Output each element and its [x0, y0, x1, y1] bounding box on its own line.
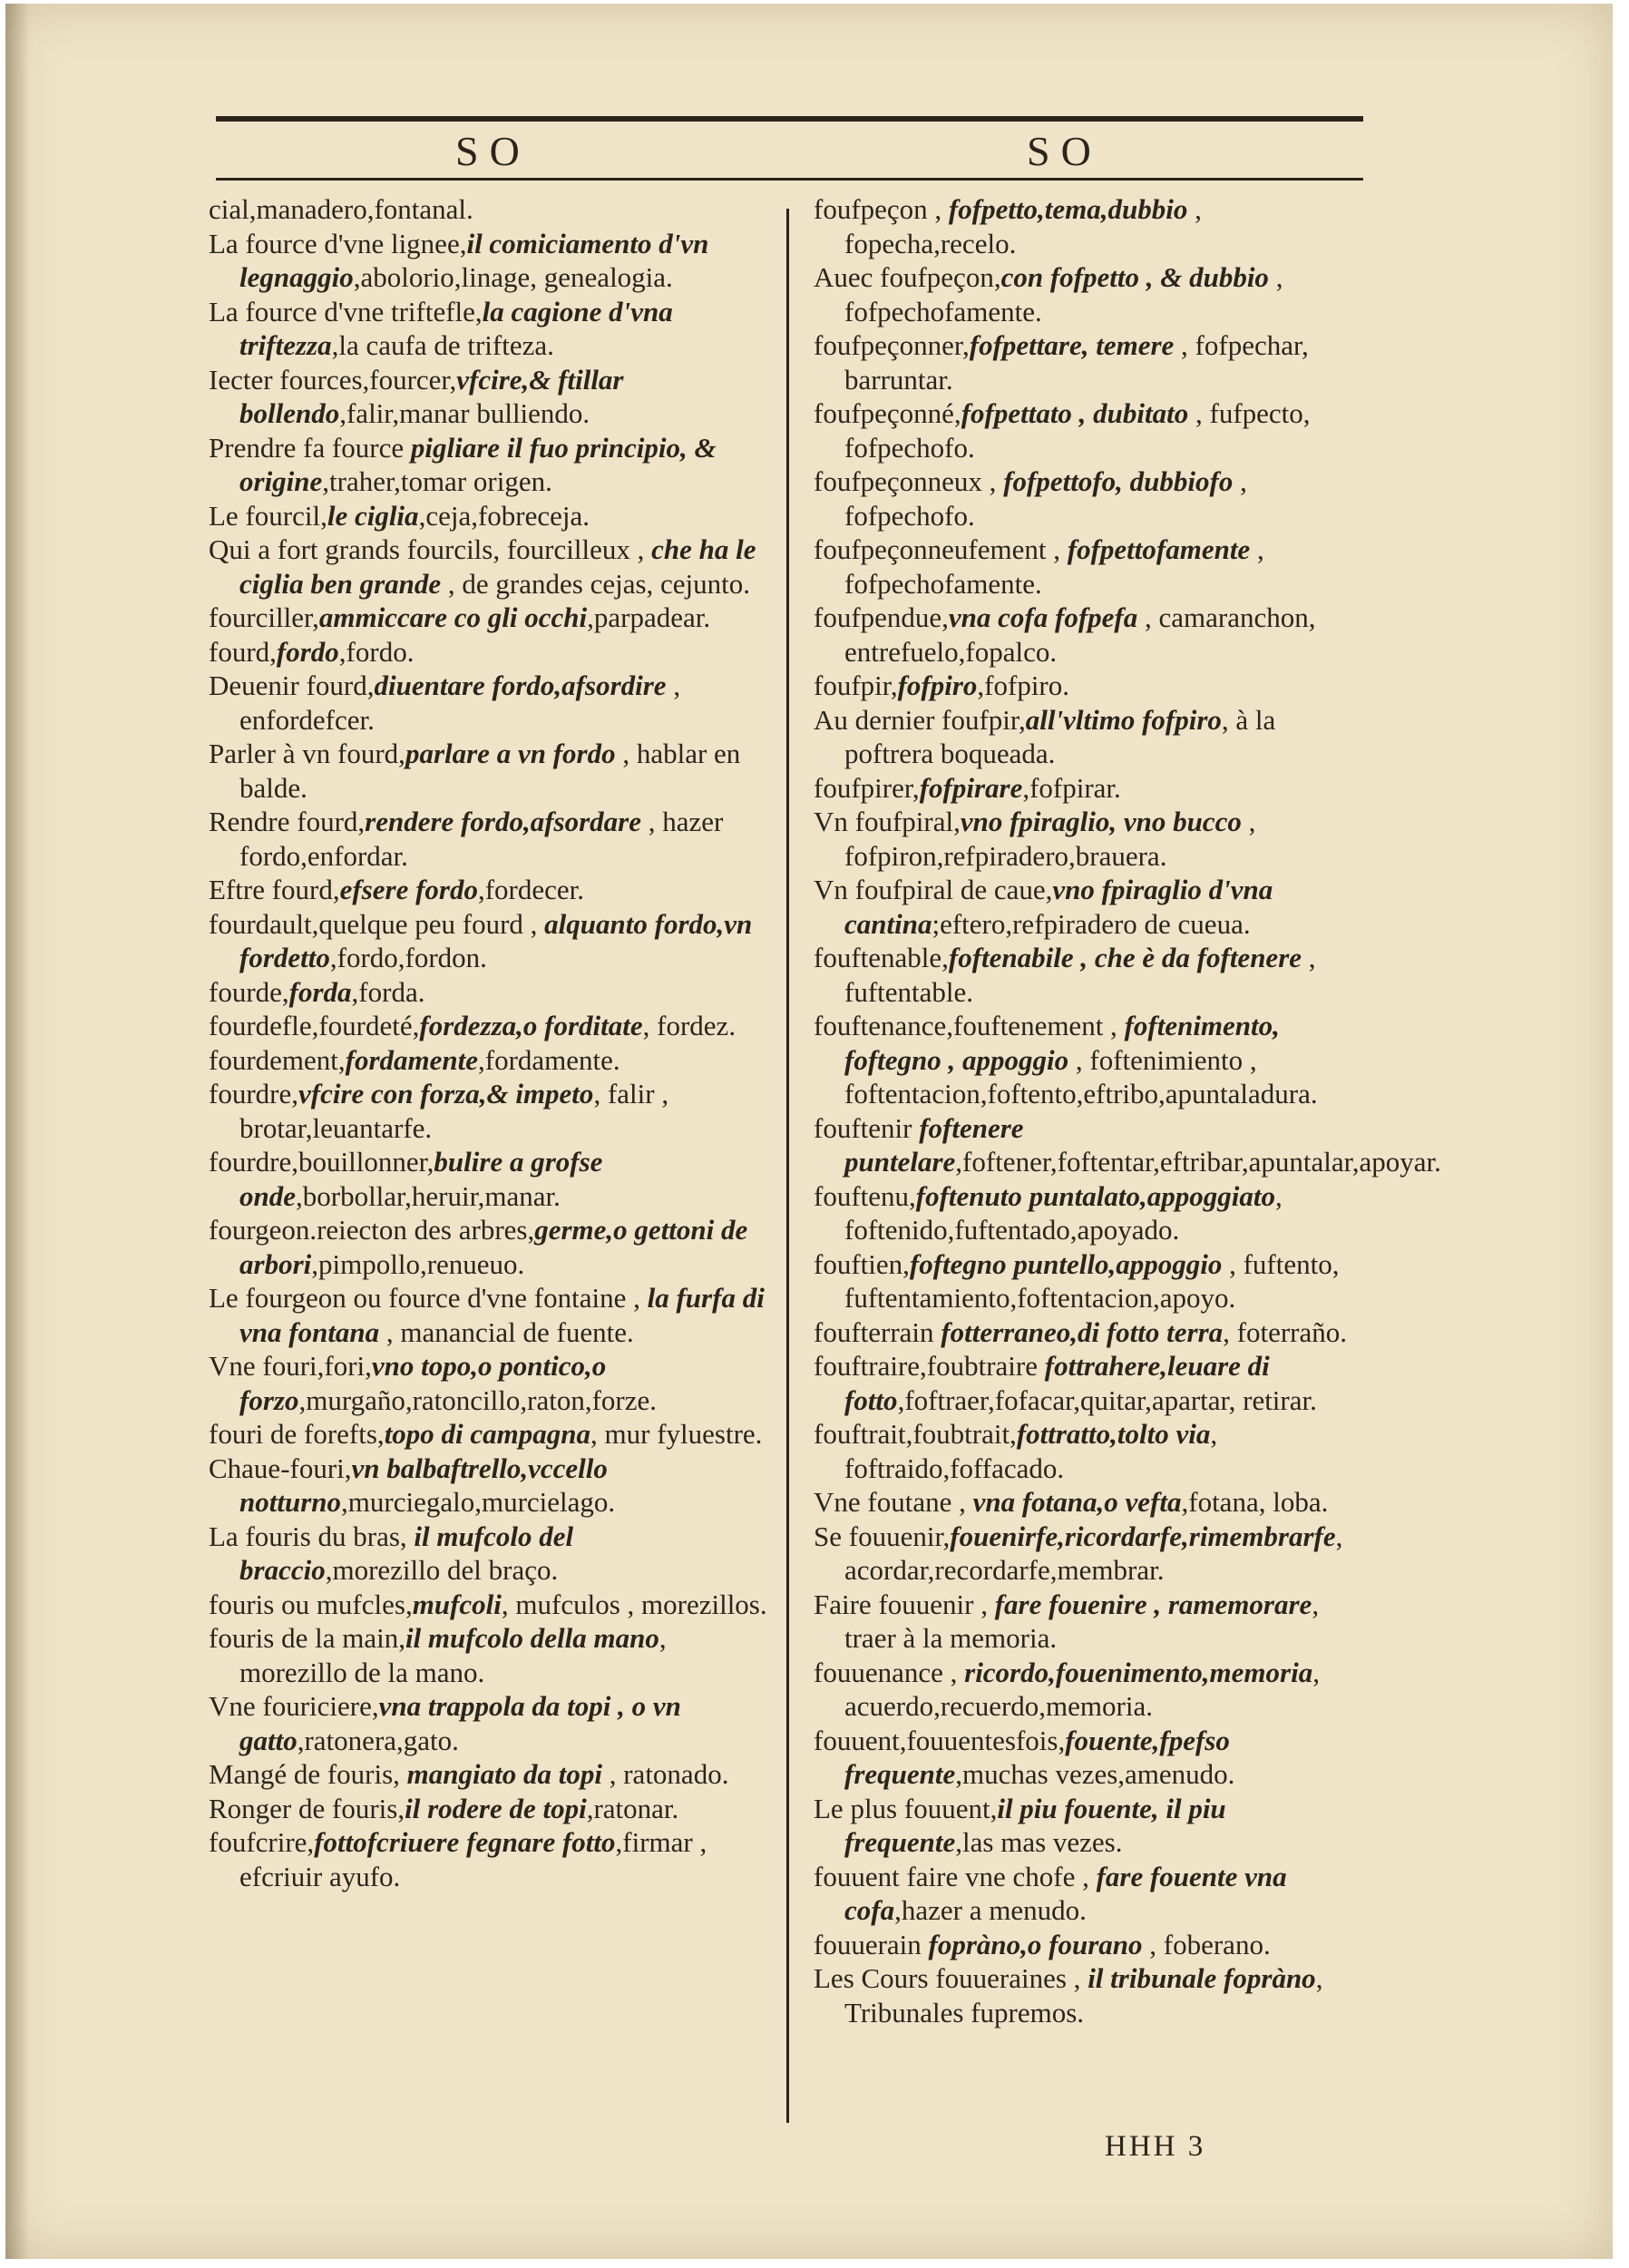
entry-french: Prendre fa fource — [209, 431, 411, 464]
entry-spanish: , fuftentable. — [844, 942, 1316, 1008]
entry-french: Le fourcil, — [209, 499, 327, 532]
entry-spanish: , de grandes cejas, cejunto. — [441, 567, 751, 600]
dictionary-entry — [209, 1520, 771, 1588]
entry-spanish: ,fordamente. — [478, 1043, 620, 1076]
entry-french: Le fourgeon ou fource d'vne fontaine , — [209, 1282, 648, 1314]
dictionary-entry — [814, 1111, 1441, 1179]
dictionary-entry — [814, 1247, 1369, 1315]
dictionary-entry — [209, 635, 771, 670]
entry-spanish: , enfordefcer. — [239, 670, 681, 736]
entry-french: Vne foutane , — [814, 1486, 973, 1518]
entry-spanish: , fopecha,recelo. — [844, 193, 1202, 259]
dictionary-entry — [209, 1689, 771, 1757]
entry-spanish: ,ratonera,gato. — [297, 1724, 459, 1756]
entry-spanish: ,fordo,fordon. — [329, 942, 487, 973]
entry-french: fouftenu, — [814, 1179, 916, 1212]
entry-spanish: ,fordo. — [338, 635, 415, 668]
right-column — [814, 192, 1441, 2029]
entry-spanish: ,la caufa de trifteza. — [331, 329, 554, 361]
entry-french: Iecter fources,fourcer, — [209, 363, 457, 396]
entry-french: Faire fouuenir , — [814, 1588, 995, 1620]
dictionary-entry — [814, 771, 1369, 806]
entry-italian: efsere fordo — [339, 874, 478, 905]
entry-spanish: ,borbollar,heruir,manar. — [296, 1179, 561, 1212]
entry-italian: pigliare il fuo principio, & origine — [239, 431, 717, 497]
dictionary-entry — [814, 1009, 1369, 1111]
dictionary-entry — [209, 873, 771, 907]
entry-spanish: ,ratonar. — [586, 1792, 679, 1824]
entry-italian: la cagione d'vna triftezza — [239, 295, 673, 361]
dictionary-entry — [814, 1315, 1369, 1350]
entry-french: foufpeçon , — [814, 193, 949, 225]
entry-spanish: ,pimpollo,renueuo. — [311, 1247, 525, 1280]
entry-italian: fofpiro — [897, 670, 978, 701]
entry-french: cial,manadero,fontanal. — [209, 193, 473, 225]
entry-french: fouuerain — [814, 1928, 929, 1960]
entry-italian: fottofcriuere fegnare fotto — [314, 1826, 616, 1858]
dictionary-entry — [814, 1417, 1369, 1485]
entry-french: Vne fouriciere, — [209, 1690, 379, 1722]
entry-spanish: , fordez. — [642, 1010, 736, 1041]
dictionary-entry — [209, 1621, 771, 1689]
dictionary-entry — [209, 1043, 771, 1078]
dictionary-entry — [814, 873, 1369, 941]
entry-french: fouftenance,fouftenement , — [814, 1010, 1125, 1041]
entry-spanish: ,murciegalo,murcielago. — [341, 1486, 616, 1518]
entry-italian: foftenimento, foftegno , appoggio — [844, 1010, 1280, 1076]
entry-french: Eftre fourd, — [209, 874, 340, 905]
running-head-right: SO — [1027, 128, 1102, 174]
dictionary-entry — [814, 1656, 1369, 1724]
entry-spanish: , ratonado. — [601, 1758, 729, 1790]
entry-italian: vna trappola da topi , o vn gatto — [239, 1690, 681, 1756]
entry-italian: forda — [288, 975, 352, 1008]
entry-french: foufcrire, — [209, 1826, 315, 1858]
entry-french: Le plus fouuent, — [814, 1792, 998, 1824]
dictionary-entry — [209, 499, 771, 533]
entry-french: fouris de la main, — [209, 1622, 405, 1654]
entry-italian: foftenuto puntalato,appoggiato — [915, 1179, 1275, 1212]
entry-italian: il piu fouente, il piu frequente — [844, 1792, 1226, 1858]
entry-italian: fouente,fpefso frequente — [844, 1724, 1230, 1790]
dictionary-entry — [209, 1145, 771, 1213]
dictionary-entry — [814, 1961, 1369, 2029]
dictionary-entry — [814, 1860, 1369, 1928]
dictionary-entry — [209, 737, 771, 805]
entry-french: Se fouuenir, — [814, 1520, 951, 1552]
entry-french: Auec foufpeçon, — [814, 261, 1001, 293]
entry-italian: fottratto,tolto via — [1016, 1418, 1211, 1450]
entry-italian: vfcire,& ftillar bollendo — [239, 363, 624, 429]
entry-spanish: , hazer fordo,enfordar. — [239, 806, 724, 872]
dictionary-entry — [814, 1349, 1369, 1417]
dictionary-entry — [209, 1792, 771, 1826]
entry-french: Vn foufpiral, — [814, 806, 961, 837]
entry-french: fourgeon.reiecton des arbres, — [209, 1214, 535, 1246]
entry-french: La fource d'vne lignee, — [209, 227, 467, 259]
entry-italian: ricordo,fouenimento,memoria — [964, 1656, 1313, 1688]
entry-spanish: ,ceja,fobreceja. — [418, 499, 590, 532]
entry-french: foufpirer, — [814, 771, 920, 804]
dictionary-entry — [814, 533, 1369, 601]
entry-french: fouftenable, — [814, 942, 949, 973]
entry-french: La fource d'vne triftefle, — [209, 295, 483, 327]
left-column — [209, 192, 771, 1893]
entry-french: fouftien, — [814, 1247, 910, 1280]
entry-italian: parlare a vn fordo — [405, 738, 616, 769]
dictionary-entry — [209, 1281, 771, 1349]
entry-italian: vfcire con forza,& impeto — [298, 1078, 594, 1110]
entry-french: La fouris du bras, — [209, 1520, 415, 1552]
dictionary-entry — [814, 703, 1369, 771]
entry-french: fourdement, — [209, 1043, 346, 1076]
entry-french: fourdre,bouillonner, — [209, 1146, 434, 1178]
entry-italian: germe,o gettoni de arbori — [239, 1214, 748, 1280]
dictionary-entry — [209, 1077, 771, 1145]
entry-spanish: , foberano. — [1142, 1928, 1271, 1960]
dictionary-entry — [814, 192, 1369, 260]
entry-spanish: , mur fyluestre. — [590, 1418, 763, 1450]
entry-italian: fouenirfe,ricordarfe,rimembrarfe — [950, 1520, 1336, 1552]
entry-french: Deuenir fourd, — [209, 670, 375, 701]
entry-spanish: , foftenido,fuftentado,apoyado. — [844, 1179, 1283, 1246]
entry-spanish: ,fofpiro. — [977, 670, 1070, 701]
entry-italian: la furfa di vna fontana — [239, 1282, 765, 1348]
entry-italian: il tribunale fopràno — [1088, 1962, 1316, 1994]
entry-spanish: , traer à la memoria. — [844, 1588, 1320, 1654]
entry-italian: vno topo,o pontico,o forzo — [239, 1350, 607, 1416]
entry-spanish: ,murgaño,ratoncillo,raton,forze. — [298, 1383, 657, 1416]
entry-spanish: ,muchas vezes,amenudo. — [955, 1758, 1235, 1790]
entry-italian: le ciglia — [327, 499, 419, 532]
entry-italian: foftenabile , che è da foftenere — [948, 942, 1302, 973]
entry-italian: fordezza,o forditate — [419, 1010, 643, 1041]
entry-french: fourdre, — [209, 1078, 298, 1110]
entry-spanish: , foterraño. — [1223, 1315, 1348, 1348]
entry-french: fourdefle,fourdeté, — [209, 1010, 420, 1041]
dictionary-entry — [209, 1825, 771, 1893]
entry-italian: il rodere de topi — [405, 1792, 587, 1824]
entry-spanish: , Tribunales fupremos. — [844, 1962, 1323, 2028]
entry-french: Parler à vn fourd, — [209, 738, 405, 769]
entry-italian: bulire a grofse onde — [239, 1146, 603, 1212]
entry-spanish: ,morezillo del braço. — [325, 1554, 559, 1586]
entry-italian: all'vltimo fofpiro — [1025, 703, 1222, 736]
dictionary-entry — [209, 907, 771, 975]
entry-spanish: , falir , brotar,leuantarfe. — [239, 1078, 669, 1144]
entry-italian: topo di campagna — [384, 1418, 591, 1450]
dictionary-entry — [814, 396, 1369, 464]
entry-italian: con fofpetto , & dubbio — [1000, 261, 1269, 293]
entry-italian: fottrahere,leuare di fotto — [844, 1350, 1270, 1416]
dictionary-entry — [814, 1588, 1369, 1656]
entry-italian: fofpetto,tema,dubbio — [948, 193, 1188, 225]
entry-spanish: ,falir,manar bulliendo. — [339, 397, 590, 429]
entry-italian: fofpettare, temere — [969, 329, 1175, 361]
entry-italian: fare fouente vna cofa — [844, 1860, 1287, 1926]
entry-italian: fopràno,o fourano — [928, 1928, 1143, 1960]
entry-french: foufpeçonneufement , — [814, 533, 1068, 565]
entry-french: foufpeçonné, — [814, 397, 961, 429]
entry-spanish: , fuftento, fuftentamiento,foftentacion,apoyo. — [844, 1247, 1340, 1314]
dictionary-entry — [209, 431, 771, 499]
entry-french: fourciller, — [209, 601, 319, 633]
entry-french: fouftenir — [814, 1111, 920, 1144]
entry-french: Chaue-fouri, — [209, 1452, 352, 1484]
entry-french: Mangé de fouris, — [209, 1758, 407, 1790]
entry-spanish: ,abolorio,linage, genealogia. — [353, 261, 673, 293]
entry-french: Au dernier foufpir, — [814, 703, 1026, 736]
dictionary-entry — [209, 295, 771, 363]
dictionary-entry — [209, 1452, 771, 1520]
entry-french: foufpeçonneux , — [814, 465, 1004, 497]
dictionary-entry — [814, 805, 1369, 873]
entry-french: fourde, — [209, 975, 289, 1008]
dictionary-entry — [814, 669, 1369, 703]
dictionary-entry — [814, 1928, 1369, 1962]
dictionary-entry — [814, 1179, 1369, 1247]
entry-spanish: ,foftraer,fofacar,quitar,apartar, retirar. — [897, 1383, 1317, 1416]
entry-spanish: ,fotana, loba. — [1181, 1486, 1329, 1518]
entry-italian: mufcoli — [412, 1588, 502, 1620]
dictionary-entry — [814, 1485, 1369, 1520]
entry-italian: foftenere puntelare — [844, 1111, 1024, 1178]
entry-italian: vn balbaftrello,vccello notturno — [239, 1452, 608, 1518]
entry-spanish: ,parpadear. — [587, 601, 711, 633]
entry-french: fouuenance , — [814, 1656, 965, 1688]
entry-french: foufpir, — [814, 670, 898, 701]
entry-italian: il mufcolo della mano — [405, 1622, 659, 1654]
entry-french: fourdault,quelque peu fourd , — [209, 907, 545, 940]
dictionary-entry — [814, 941, 1369, 1009]
entry-french: Qui a fort grands fourcils, fourcilleux , — [209, 533, 652, 565]
column-divider — [786, 209, 789, 2123]
dictionary-entry — [209, 805, 771, 873]
entry-italian: che ha le ciglia ben grande — [239, 533, 756, 600]
entry-spanish: ,forda. — [351, 975, 425, 1008]
entry-spanish: , camaranchon, entrefuelo,fopalco. — [844, 601, 1316, 668]
dictionary-entry — [814, 328, 1369, 396]
dictionary-entry — [814, 1792, 1369, 1860]
entry-spanish: , foftraido,foffacado. — [844, 1418, 1218, 1484]
entry-spanish: , fofpiron,refpiradero,brauera. — [844, 806, 1256, 872]
entry-spanish: ,traher,tomar origen. — [322, 465, 552, 497]
entry-spanish: ,las mas vezes. — [955, 1826, 1123, 1858]
dictionary-entry — [209, 1213, 771, 1281]
dictionary-entry — [209, 227, 771, 295]
signature-mark: HHH 3 — [1105, 2130, 1206, 2163]
entry-french: Vne fouri,fori, — [209, 1350, 372, 1382]
dictionary-entry — [814, 601, 1369, 669]
entry-spanish: , fofpechofamente. — [844, 261, 1283, 327]
entry-spanish: , fofpechofo. — [844, 465, 1247, 532]
binding-shadow — [5, 4, 29, 2259]
entry-italian: alquanto fordo,vn fordetto — [239, 907, 753, 973]
entry-spanish: , fofpechofamente. — [844, 533, 1264, 600]
entry-italian: fordamente — [345, 1043, 479, 1076]
dictionary-entry — [814, 1724, 1369, 1792]
entry-french: fouuent,fouuentesfois, — [814, 1724, 1066, 1756]
entry-french: fouftrait,foubtrait, — [814, 1418, 1017, 1450]
entry-italian: vna fotana,o vefta — [972, 1486, 1182, 1518]
entry-italian: fofpettato , dubitato — [961, 397, 1189, 429]
dictionary-entry — [209, 533, 771, 601]
entry-spanish: ,fofpirar. — [1022, 771, 1121, 804]
entry-italian: ammiccare co gli occhi — [318, 601, 588, 633]
entry-italian: vno fpiraglio d'vna cantina — [844, 874, 1273, 940]
entry-french: fouuent faire vne chofe , — [814, 1860, 1097, 1892]
entry-italian: vno fpiraglio, vno bucco — [960, 806, 1242, 837]
entry-french: fouri de forefts, — [209, 1418, 385, 1450]
entry-spanish: , foftenimiento , foftentacion,foftento,eftribo,apuntaladura. — [844, 1043, 1318, 1110]
top-rule — [216, 116, 1363, 122]
entry-french: fouris ou mufcles, — [209, 1588, 413, 1620]
entry-spanish: , acordar,recordarfe,membrar. — [844, 1520, 1343, 1586]
dictionary-entry — [814, 464, 1369, 533]
entry-italian: fofpirare — [919, 771, 1023, 804]
entry-spanish: , acuerdo,recuerdo,memoria. — [844, 1656, 1320, 1722]
entry-spanish: , mufculos , morezillos. — [501, 1588, 767, 1620]
dictionary-entry — [209, 975, 771, 1010]
entry-french: Ronger de fouris, — [209, 1792, 405, 1824]
dictionary-entry — [209, 1417, 771, 1452]
entry-french: fouftraire,foubtraire — [814, 1350, 1045, 1382]
dictionary-entry — [209, 1757, 771, 1792]
entry-italian: mangiato da topi — [406, 1758, 602, 1790]
entry-french: fourd, — [209, 635, 277, 668]
entry-italian: foftegno puntello,appoggio — [909, 1247, 1223, 1280]
dictionary-entry — [209, 192, 771, 227]
entry-french: foufpeçonner, — [814, 329, 970, 361]
entry-spanish: , morezillo de la mano. — [239, 1622, 667, 1688]
dictionary-entry — [209, 1588, 771, 1622]
entry-french: Rendre fourd, — [209, 806, 366, 837]
entry-spanish: ,hazer a menudo. — [894, 1894, 1087, 1926]
dictionary-entry — [209, 1349, 771, 1417]
entry-italian: fofpettofamente — [1067, 533, 1251, 565]
entry-italian: il comiciamento d'vn legnaggio — [239, 227, 709, 293]
entry-spanish: , fufpecto, fofpechofo. — [844, 397, 1311, 464]
dictionary-entry — [814, 1520, 1369, 1588]
entry-french: Vn foufpiral de caue, — [814, 874, 1053, 905]
entry-italian: rendere fordo,afsordare — [365, 806, 641, 837]
header-rule — [216, 178, 1363, 181]
entry-spanish: ,foftener,foftentar,eftribar,apuntalar,apoyar. — [955, 1146, 1441, 1178]
entry-spanish: ,firmar , efcriuir ayufo. — [239, 1826, 707, 1892]
entry-spanish: ,fordecer. — [477, 874, 585, 905]
running-head-left: SO — [455, 128, 531, 174]
entry-italian: vna cofa fofpefa — [948, 601, 1138, 633]
entry-italian: fare fouenire , ramemorare — [994, 1588, 1312, 1620]
entry-french: foufpendue, — [814, 601, 949, 633]
entry-italian: il mufcolo del braccio — [239, 1520, 574, 1586]
entry-italian: diuentare fordo,afsordire — [374, 670, 667, 701]
entry-spanish: , à la poftrera boqueada. — [844, 703, 1276, 769]
entry-french: Les Cours fouueraines , — [814, 1962, 1088, 1994]
dictionary-entry — [209, 601, 771, 635]
entry-spanish: , hablar en balde. — [239, 738, 741, 804]
entry-french: foufterrain — [814, 1315, 941, 1348]
entry-spanish: ;eftero,refpiradero de cueua. — [932, 907, 1251, 940]
dictionary-entry — [814, 260, 1369, 328]
entry-italian: fotterraneo,di fotto terra — [941, 1315, 1224, 1348]
entry-spanish: , manancial de fuente. — [379, 1315, 634, 1348]
dictionary-entry — [209, 1009, 771, 1043]
entry-italian: fordo — [276, 635, 339, 668]
dictionary-entry — [209, 669, 771, 737]
entry-italian: fofpettofo, dubbiofo — [1003, 465, 1234, 497]
dictionary-entry — [209, 363, 771, 431]
entry-spanish: , fofpechar, barruntar. — [844, 329, 1309, 396]
